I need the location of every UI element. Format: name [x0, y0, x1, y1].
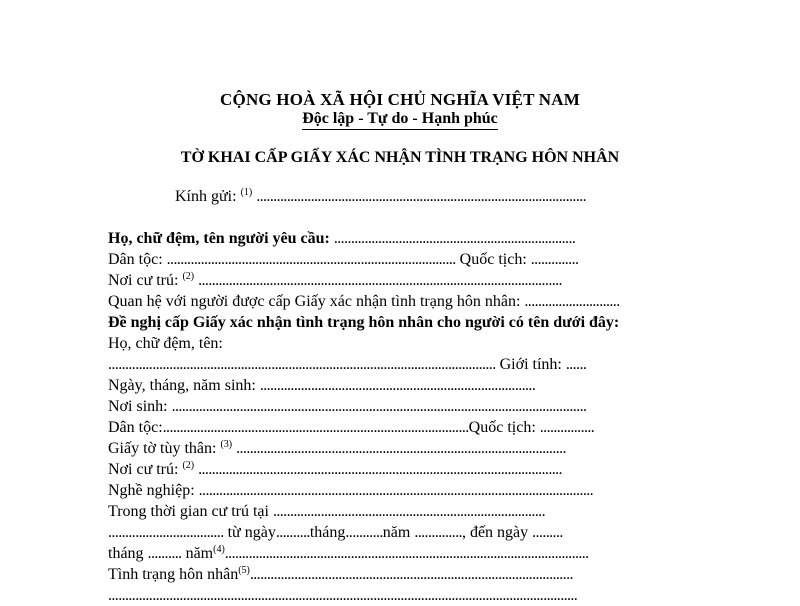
subject-residence-line	[108, 459, 685, 480]
subject-occupation-field[interactable]: ....................................................................................................................	[198, 482, 594, 499]
year-label: năm	[382, 524, 411, 541]
subject-dob-label: Ngày, tháng, năm sinh:	[108, 377, 256, 394]
subject-occupation-line	[108, 480, 685, 501]
requester-residence-field[interactable]: ...........................................................................................................	[198, 272, 562, 289]
subject-name-label: Họ, chữ đệm, tên:	[108, 335, 223, 352]
status-field[interactable]: ...............................................................................................	[249, 566, 573, 583]
motto-heading	[0, 110, 800, 128]
subject-dob-line	[108, 375, 685, 396]
month-label: tháng	[309, 524, 346, 541]
subject-residence-label: Nơi cư trú:	[108, 461, 179, 478]
subject-ethnicity-field[interactable]: ..........................................................................................	[162, 419, 469, 436]
requester-nationality-label: Quốc tịch:	[459, 251, 527, 268]
greeting-note: (1)	[240, 187, 253, 198]
requester-residence-note: (2)	[182, 271, 195, 282]
subject-birthplace-label: Nơi sinh:	[108, 398, 168, 415]
period-end-line	[108, 543, 685, 564]
requester-residence-line	[108, 270, 685, 291]
subject-name-line	[108, 333, 685, 354]
from-year-field[interactable]: ..............	[414, 524, 462, 541]
subject-nationality-label: Quốc tịch:	[468, 419, 536, 436]
form-title: TỜ KHAI CẤP GIẤY XÁC NHẬN TÌNH TRẠNG HÔN NHÂN	[180, 149, 620, 166]
requester-nationality-field[interactable]: ..............	[530, 251, 579, 268]
to-label: , đến ngày	[461, 524, 529, 541]
to-day-field[interactable]: .........	[532, 524, 563, 541]
year2-note: (4)	[213, 544, 225, 555]
from-label: từ ngày	[227, 524, 276, 541]
period-place-cont-field[interactable]: ..................................	[108, 524, 224, 541]
period-line	[108, 501, 685, 522]
subject-name-field[interactable]: ..................................................................................................................	[108, 356, 496, 373]
from-day-field[interactable]: ..........	[275, 524, 310, 541]
subject-ethnicity-line	[108, 417, 685, 438]
subject-name-gender-line	[108, 354, 685, 375]
request-heading-line	[108, 312, 685, 333]
greeting-field[interactable]: .................................................................................................	[256, 188, 587, 205]
status-label: Tình trạng hôn nhân	[108, 566, 239, 583]
subject-nationality-field[interactable]: ................	[539, 419, 595, 436]
relation-label: Quan hệ với người được cấp Giấy xác nhận tình trạng hôn nhân:	[108, 293, 521, 310]
subject-birthplace-line	[108, 396, 685, 417]
subject-id-label: Giấy tờ tùy thân:	[108, 440, 217, 457]
status-cont-field[interactable]: ..........................................................................................................................................	[108, 587, 578, 604]
subject-residence-note: (2)	[182, 460, 195, 471]
subject-residence-field[interactable]: ...........................................................................................................	[198, 461, 562, 478]
status-note: (5)	[238, 565, 250, 576]
marital-status-line	[108, 564, 685, 585]
subject-gender-label: Giới tính:	[499, 356, 562, 373]
request-heading: Đề nghị cấp Giấy xác nhận tình trạng hôn nhân cho người có tên dưới đây:	[108, 314, 620, 331]
subject-dob-field[interactable]: .................................................................................	[259, 377, 536, 394]
to-month-field[interactable]: ..........	[147, 545, 182, 562]
status-cont-line	[108, 585, 685, 606]
requester-ethnicity-label: Dân tộc:	[108, 251, 163, 268]
relation-line	[108, 291, 685, 312]
subject-id-field[interactable]: .................................................................................................	[236, 440, 566, 457]
period-place-field[interactable]: ................................................................................	[272, 503, 545, 520]
requester-residence-label: Nơi cư trú:	[108, 272, 179, 289]
subject-id-note: (3)	[220, 439, 233, 450]
requester-ethnicity-field[interactable]: .....................................................................................	[166, 251, 456, 268]
from-month-field[interactable]: ...........	[345, 524, 383, 541]
requester-name-field[interactable]: .......................................................................	[333, 230, 576, 247]
to-year-field[interactable]: ...........................................................................................................	[224, 545, 589, 562]
requester-name-line	[108, 228, 685, 249]
subject-ethnicity-label: Dân tộc:	[108, 419, 163, 436]
subject-birthplace-field[interactable]: ..........................................................................................................................	[171, 398, 587, 415]
month2-label: tháng	[108, 545, 144, 562]
republic-heading: CỘNG HOÀ XÃ HỘI CHỦ NGHĨA VIỆT NAM	[220, 90, 580, 109]
requester-name-label: Họ, chữ đệm, tên người yêu cầu:	[108, 230, 330, 247]
greeting-label: Kính gửi:	[175, 188, 237, 205]
greeting-line	[175, 186, 675, 207]
period-label: Trong thời gian cư trú tại	[108, 503, 269, 520]
subject-gender-field[interactable]: ......	[565, 356, 587, 373]
motto-text: Độc lập - Tự do - Hạnh phúc	[302, 110, 498, 130]
year2-label: năm	[185, 545, 214, 562]
relation-field[interactable]: ............................	[524, 293, 620, 310]
period-dates-line	[108, 522, 685, 543]
subject-id-line	[108, 438, 685, 459]
requester-ethnicity-line	[108, 249, 685, 270]
subject-occupation-label: Nghề nghiệp:	[108, 482, 195, 499]
